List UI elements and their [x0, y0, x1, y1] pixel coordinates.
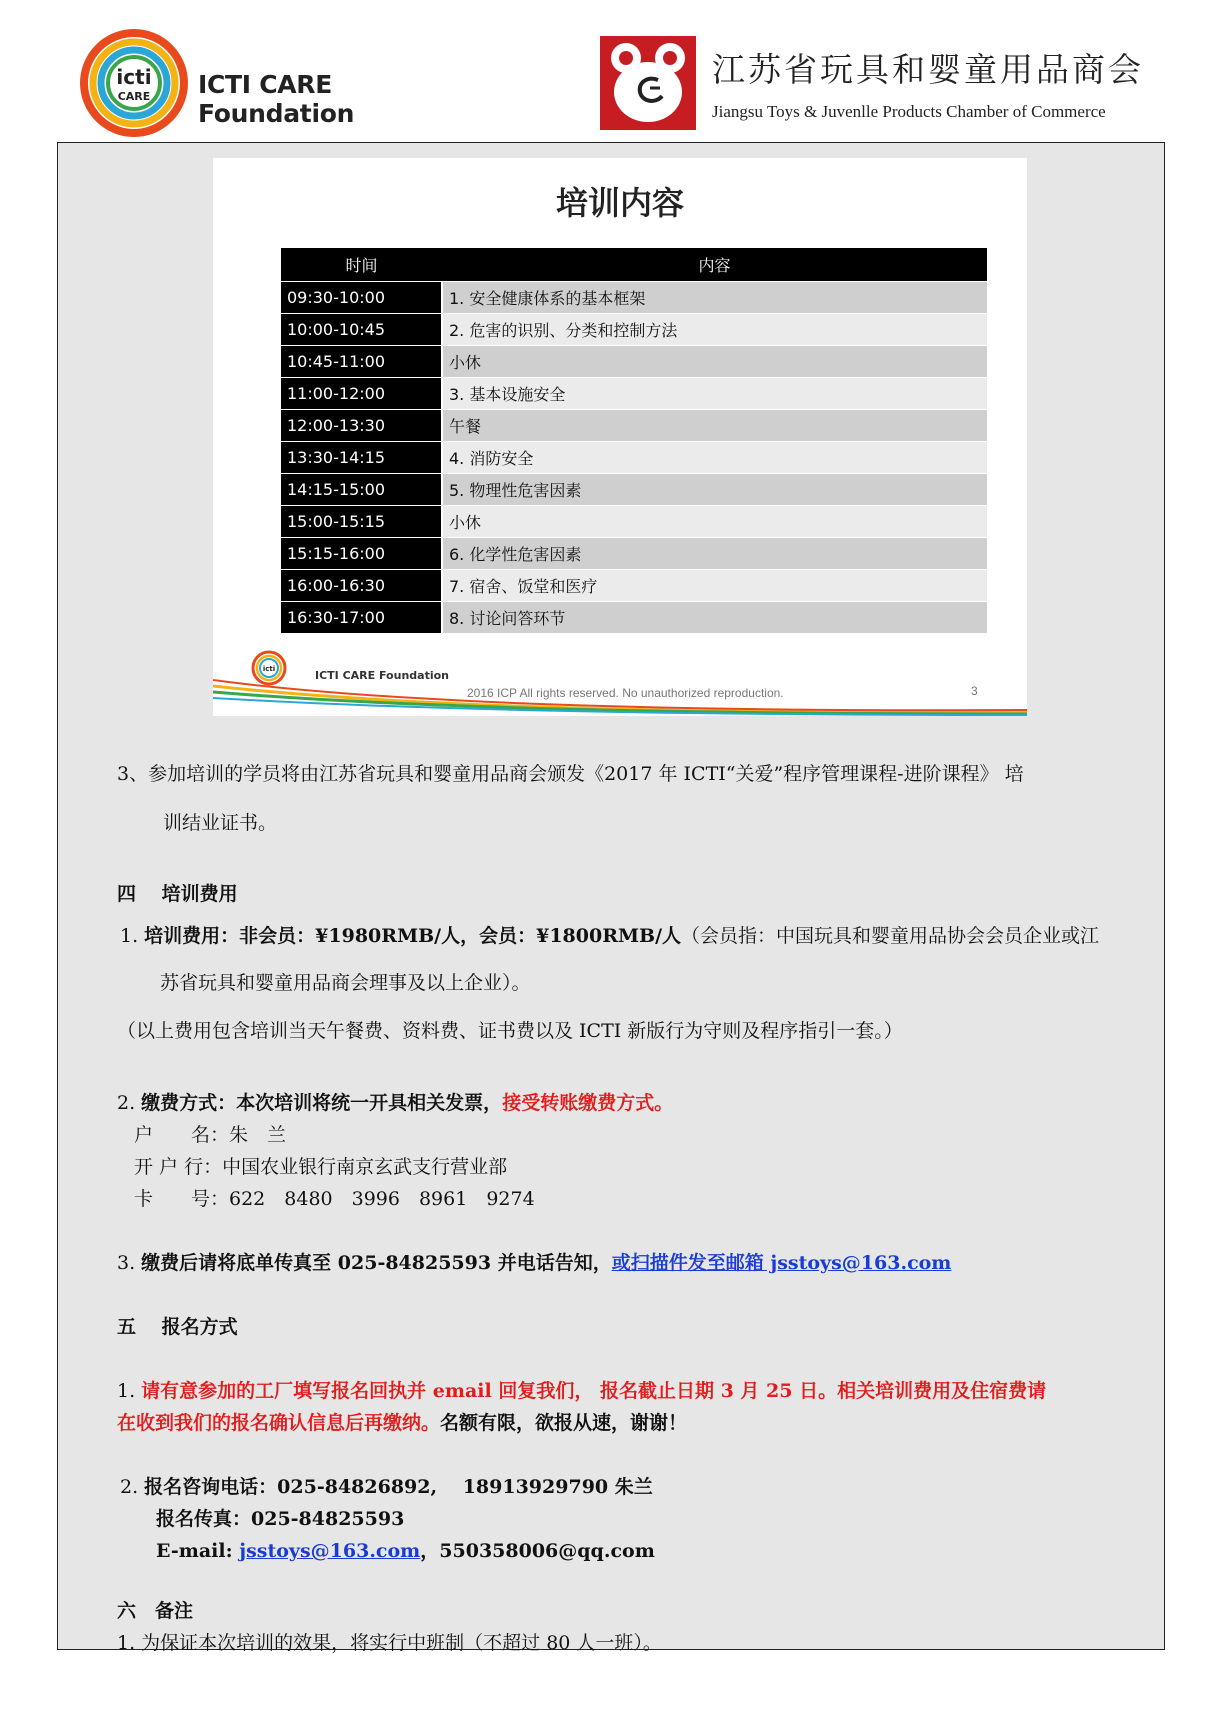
fax-text: 缴费后请将底单传真至 025-84825593 并电话告知， [141, 1252, 612, 1274]
section5-title: 五 报名方式 [117, 1316, 238, 1338]
row-time: 15:00-15:15 [281, 506, 442, 538]
table-row [281, 282, 987, 314]
table-row [281, 570, 987, 602]
section4-title: 四 培训费用 [117, 883, 238, 905]
row-content: 3. 基本设施安全 [442, 378, 987, 410]
table-row [281, 314, 987, 346]
fee-member-note: （会员指：中国玩具和婴童用品协会会员企业或江 [681, 925, 1100, 947]
row-content: 午餐 [442, 410, 987, 442]
row-time: 15:15-16:00 [281, 538, 442, 570]
account-bank: 开 户 行：中国农业银行南京玄武支行营业部 [134, 1156, 508, 1178]
row-time: 14:15-15:00 [281, 474, 442, 506]
row-content: 5. 物理性危害因素 [442, 474, 987, 506]
payment-method [117, 1091, 673, 1115]
row-content: 小休 [442, 506, 987, 538]
fee-prefix: 1. [120, 925, 145, 947]
icti-rings-icon [78, 28, 190, 138]
svg-text:icti: icti [116, 65, 152, 89]
section6-title: 六 备注 [117, 1600, 194, 1622]
registration-phone-text: 报名咨询电话：025-84826892, 18913929790 朱兰 [144, 1476, 653, 1498]
svg-text:icti: icti [262, 665, 276, 673]
fax-prefix: 3. [117, 1252, 142, 1274]
slide-copyright: 2016 ICP All rights reserved. No unauthorized reproduction. [467, 686, 784, 700]
registration-line2 [117, 1411, 687, 1435]
account-card: 卡 号：622 8480 3996 8961 9274 [134, 1188, 535, 1210]
item3-line2: 训结业证书。 [163, 812, 278, 834]
row-time: 13:30-14:15 [281, 442, 442, 474]
svg-text:CARE: CARE [117, 90, 151, 103]
chamber-name-en: Jiangsu Toys & Juvenlle Products Chamber of Commerce [712, 102, 1106, 121]
fee-amounts: 培训费用：非会员：¥1980RMB/人，会员：¥1800RMB/人 [144, 925, 682, 947]
table-row [281, 474, 987, 506]
row-time: 16:00-16:30 [281, 570, 442, 602]
payment-invoice: 缴费方式：本次培训将统一开具相关发票， [141, 1092, 503, 1114]
email-scan-link[interactable]: 或扫描件发至邮箱 jsstoys@163.com [611, 1252, 952, 1274]
row-time: 09:30-10:00 [281, 282, 442, 314]
registration-phone-prefix: 2. [120, 1476, 145, 1498]
fee-line2: 苏省玩具和婴童用品商会理事及以上企业）。 [160, 972, 531, 994]
row-content: 小休 [442, 346, 987, 378]
row-content: 2. 危害的识别、分类和控制方法 [442, 314, 987, 346]
registration-phone [120, 1475, 653, 1499]
row-content: 4. 消防安全 [442, 442, 987, 474]
table-row [281, 602, 987, 634]
left-logo-text: ICTI CARE Foundation [198, 70, 355, 128]
row-time: 12:00-13:30 [281, 410, 442, 442]
row-content: 8. 讨论问答环节 [442, 602, 987, 634]
row-content: 1. 安全健康体系的基本框架 [442, 282, 987, 314]
registration-email [156, 1539, 655, 1563]
col-content-header: 内容 [442, 248, 987, 282]
slide-title: 培训内容 [555, 184, 684, 222]
row-time: 10:00-10:45 [281, 314, 442, 346]
registration-payment-note: 在收到我们的报名确认信息后再缴纳。 [117, 1412, 441, 1434]
bear-face-icon [600, 36, 696, 130]
email-link[interactable]: jsstoys@163.com [239, 1540, 421, 1562]
row-content: 6. 化学性危害因素 [442, 538, 987, 570]
payment-prefix: 2. [117, 1092, 142, 1114]
icti-small-logo-icon [251, 650, 287, 686]
registration-prefix: 1. [117, 1380, 142, 1402]
email-label: E-mail: [156, 1540, 240, 1562]
fax-notice [117, 1251, 951, 1275]
payment-transfer: 接受转账缴费方式。 [502, 1092, 674, 1114]
note1: 1. 为保证本次培训的效果，将实行中班制（不超过 80 人一班）。 [117, 1632, 662, 1654]
account-name: 户 名：朱 兰 [134, 1124, 287, 1146]
slide-footer-brand: ICTI CARE Foundation [315, 669, 449, 682]
table-row [281, 506, 987, 538]
slide-page-number: 3 [971, 684, 978, 698]
training-content-slide [213, 158, 1027, 716]
row-content: 7. 宿舍、饭堂和医疗 [442, 570, 987, 602]
schedule-header-row [281, 248, 987, 282]
email-qq: ，550358006@qq.com [420, 1540, 655, 1562]
item3-line1: 3、参加培训的学员将由江苏省玩具和婴童用品商会颁发《2017 年 ICTI“关爱”程序管理课程-进阶课程》 培 [117, 763, 1024, 785]
registration-limited: 名额有限，欲报从速，谢谢！ [440, 1412, 688, 1434]
schedule-table [281, 248, 987, 633]
icti-care-logo [78, 28, 438, 138]
registration-fax: 报名传真：025-84825593 [156, 1508, 405, 1530]
table-row [281, 346, 987, 378]
col-time-header: 时间 [281, 248, 442, 282]
table-row [281, 378, 987, 410]
row-time: 10:45-11:00 [281, 346, 442, 378]
row-time: 11:00-12:00 [281, 378, 442, 410]
fee-line1 [120, 924, 1099, 948]
chamber-name-cn: 江苏省玩具和婴童用品商会 [712, 50, 1144, 89]
table-row [281, 410, 987, 442]
table-row [281, 538, 987, 570]
fee-includes-note: （以上费用包含培训当天午餐费、资料费、证书费以及 ICTI 新版行为守则及程序指引一套。） [117, 1020, 903, 1042]
table-row [281, 442, 987, 474]
registration-deadline: 请有意参加的工厂填写报名回执并 email 回复我们， 报名截止日期 3 月 25 日。相关培训费用及住宿费请 [141, 1380, 1047, 1402]
registration-line1 [117, 1379, 1046, 1403]
jiangsu-chamber-logo [600, 36, 1160, 132]
row-time: 16:30-17:00 [281, 602, 442, 634]
